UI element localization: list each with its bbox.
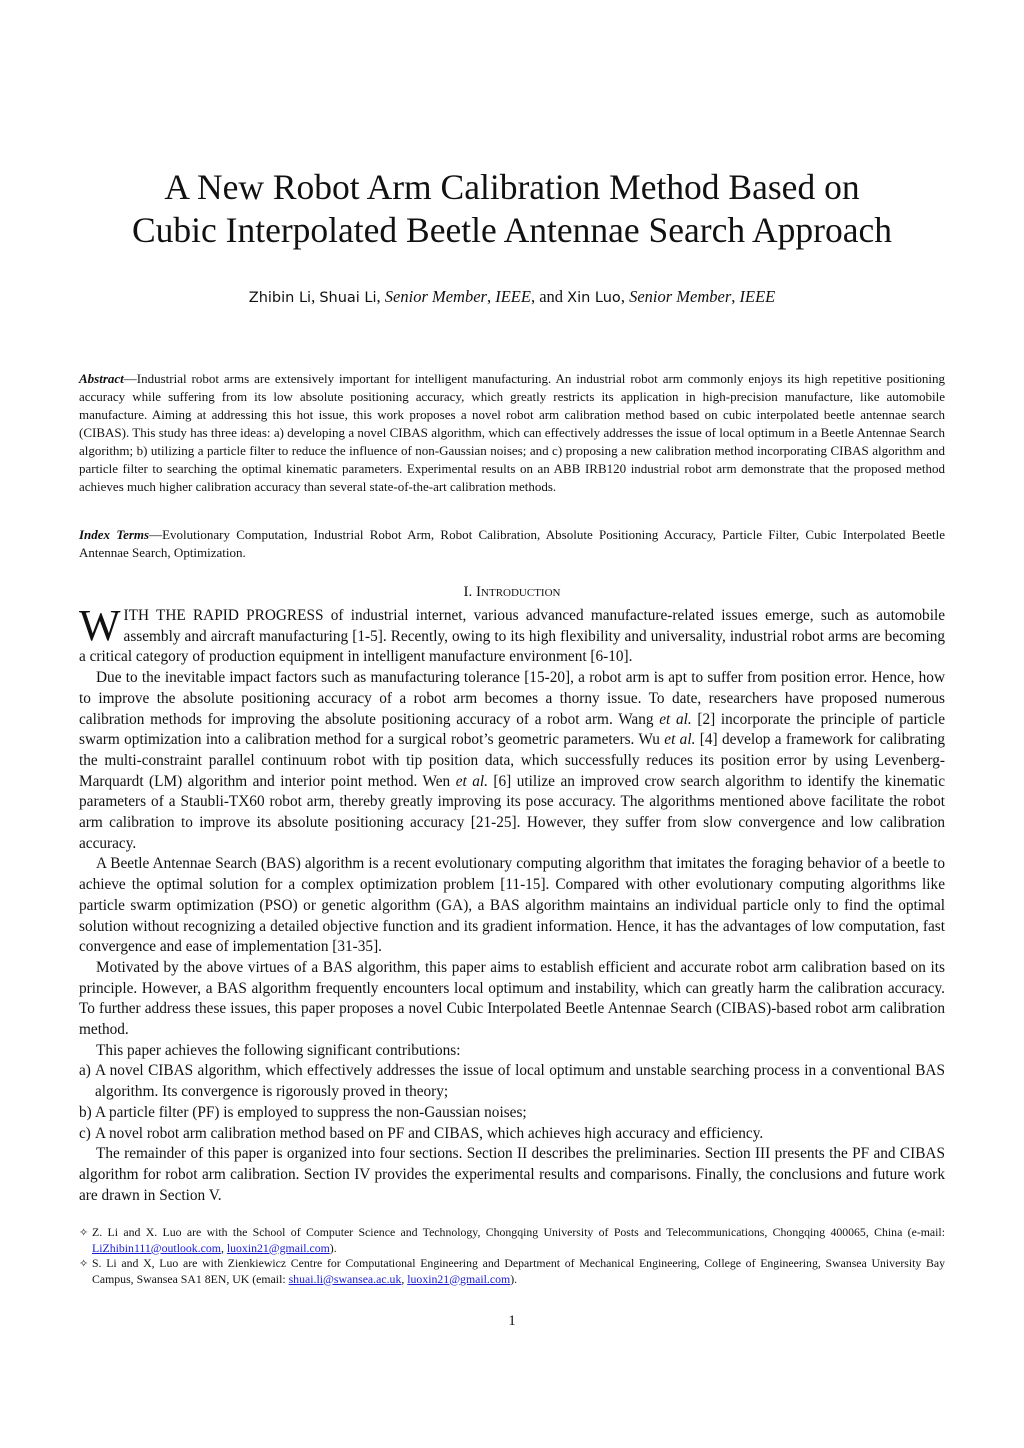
paragraph-6: The remainder of this paper is organized into four sections. Section II describes the preliminaries. Section III presents the PF and CIBAS algorithm for robot arm calibration. Section IV provides the experimental results and comparisons. Finally, the conclusions and future work are drawn in Section V. — [79, 1145, 945, 1204]
email-link[interactable]: luoxin21@gmail.com — [407, 1271, 511, 1286]
contribution-list — [79, 1061, 945, 1144]
author-3-org: IEEE — [739, 287, 776, 306]
footnote-2: ✧ S. Li and X, Luo are with Zienkiewicz Centre for Computational Engineering and Department of Mechanical Engineering, College of Engineering, Swansea University Bay Campus, Swansea SA1 8EN, UK (email: shuai.li@swansea.ac.uk, luoxin21@gmail.com). — [79, 1256, 945, 1286]
author-2-org: IEEE — [495, 287, 531, 306]
page-number: 1 — [508, 1313, 516, 1329]
email-link[interactable]: shuai.li@swansea.ac.uk — [288, 1271, 402, 1286]
list-item: a) A novel CIBAS algorithm, which effectively addresses the issue of local optimum and unstable searching process in a conventional BAS algorithm. Its convergence is rigorously proved in theory; — [79, 1062, 945, 1101]
paragraph-1 — [79, 601, 945, 668]
index-terms-text: —Evolutionary Computation, Industrial Robot Arm, Robot Calibration, Absolute Positioning Accuracy, Particle Filter, Cubic Interpolated Beetle Antennae Search, Optimization. — [79, 527, 946, 560]
author-2: Shuai Li — [319, 290, 377, 306]
author-3-role: Senior Member — [629, 287, 732, 306]
drop-cap: W — [79, 601, 121, 650]
author-list: Zhibin Li, Shuai Li, Senior Member, IEEE, and Xin Luo, Senior Member, IEEE — [248, 287, 776, 306]
paragraph-2: Due to the inevitable impact factors such as manufacturing tolerance [15-20], a robot arm is apt to suffer from position error. Hence, how to improve the absolute positioning accuracy of a robot arm becomes a thorny issue. To date, researchers have proposed numerous calibration methods for improving the absolute positioning accuracy of a robot arm. Wang et al. [2] incorporate the principle of particle swarm optimization into a calibration method for a surgical robot’s geometric parameters. Wu et al. [4] develop a framework for calibrating the multi-constraint parallel continuum robot with tip position data, which successfully reduces its position error by using Levenberg-Marquardt (LM) algorithm and interior point method. Wen et al. [6] utilize an improved crow search algorithm to identify the kinematic parameters of a Staubli-TX60 robot arm, thereby greatly improving its pose accuracy. The algorithms mentioned above facilitate the robot arm calibration to improve its absolute positioning accuracy [21-25]. However, they suffer from slow convergence and low calibration accuracy. — [79, 669, 946, 852]
index-terms-label: Index Terms — [79, 527, 150, 542]
list-item: b) A particle filter (PF) is employed to suppress the non-Gaussian noises; — [79, 1103, 527, 1121]
paragraph-5: This paper achieves the following significant contributions: — [96, 1041, 461, 1059]
section-heading — [79, 582, 945, 602]
paragraph-4: Motivated by the above virtues of a BAS algorithm, this paper aims to establish efficient and accurate robot arm calibration based on its principle. However, a BAS algorithm frequently encounters local optimum and instability, which can greatly harm the calibration accuracy. To further address these issues, this paper proposes a novel Cubic Interpolated Beetle Antennae Search (CIBAS)-based robot arm calibration method. — [79, 958, 945, 1039]
paper-title — [60, 166, 964, 252]
section-title: Introduction — [476, 584, 561, 600]
email-link[interactable]: luoxin21@gmail.com — [226, 1240, 330, 1255]
index-terms — [79, 526, 945, 562]
lead-caps: ITH THE RAPID PROGRESS — [123, 607, 324, 624]
section-number: I. — [463, 584, 473, 600]
list-item: c) A novel robot arm calibration method based on PF and CIBAS, which achieves high accuracy and efficiency. — [79, 1124, 764, 1142]
title-line-1: A New Robot Arm Calibration Method Based on — [164, 167, 860, 207]
author-3: Xin Luo — [567, 290, 621, 306]
author-2-role: Senior Member — [384, 287, 487, 306]
author-1: Zhibin Li — [248, 290, 312, 306]
abstract-text: —Industrial robot arms are extensively important for intelligent manufacturing. An industrial robot arm commonly enjoys its high repetitive positioning accuracy while suffering from its low absolute positioning accuracy, which greatly restricts its application in high-precision manufacture, like automobile manufacture. Aiming at addressing this hot issue, this work proposes a novel robot arm calibration method based on cubic interpolated beetle antennae search (CIBAS). This study has three ideas: a) developing a novel CIBAS algorithm, which can effectively addresses the issue of local optimum in a Beetle Antennae Search algorithm; b) utilizing a particle filter to reduce the influence of non-Gaussian noises; and c) proposing a new calibration method incorporating CIBAS algorithm and particle filter to searching the optimal kinematic parameters. Experimental results on an ABB IRB120 industrial robot arm demonstrate that the proposed method achieves much higher calibration accuracy than several state-of-the-art calibration methods. — [79, 371, 945, 494]
footnotes — [79, 1225, 945, 1287]
paragraph-1-text: of industrial internet, various advanced manufacture-related issues emerge, such as automobile assembly and aircraft manufacturing [1-5]. Recently, owing to its high flexibility and universality, industrial robot arms are becoming a critical category of production equipment in intelligent manufacture environment [6-10]. — [79, 607, 945, 666]
diamond-icon: ✧ — [79, 1226, 89, 1239]
footnote-1: ✧ Z. Li and X. Luo are with the School of Computer Science and Technology, Chongqing University of Posts and Telecommunications, Chongqing 400065, China (e-mail: LiZhibin111@outlook.com, luoxin21@gmail.com). — [79, 1225, 945, 1255]
title-line-2: Cubic Interpolated Beetle Antennae Search Approach — [131, 210, 892, 250]
diamond-icon: ✧ — [79, 1257, 89, 1270]
paragraph-3: A Beetle Antennae Search (BAS) algorithm is a recent evolutionary computing algorithm that imitates the foraging behavior of a beetle to achieve the optimal solution for a complex optimization problem [11-15]. Compared with other evolutionary computing algorithms like particle swarm optimization (PSO) or genetic algorithm (GA), a BAS algorithm maintains an individual particle only to find the optimal solution without recognizing a detailed objective function and its gradient information. Hence, it has the advantages of low computation, fast convergence and ease of implementation [31-35]. — [79, 855, 945, 956]
section-body — [79, 601, 946, 1206]
abstract — [79, 370, 945, 496]
email-link[interactable]: LiZhibin111@outlook.com — [92, 1240, 221, 1255]
abstract-label: Abstract — [79, 371, 124, 386]
